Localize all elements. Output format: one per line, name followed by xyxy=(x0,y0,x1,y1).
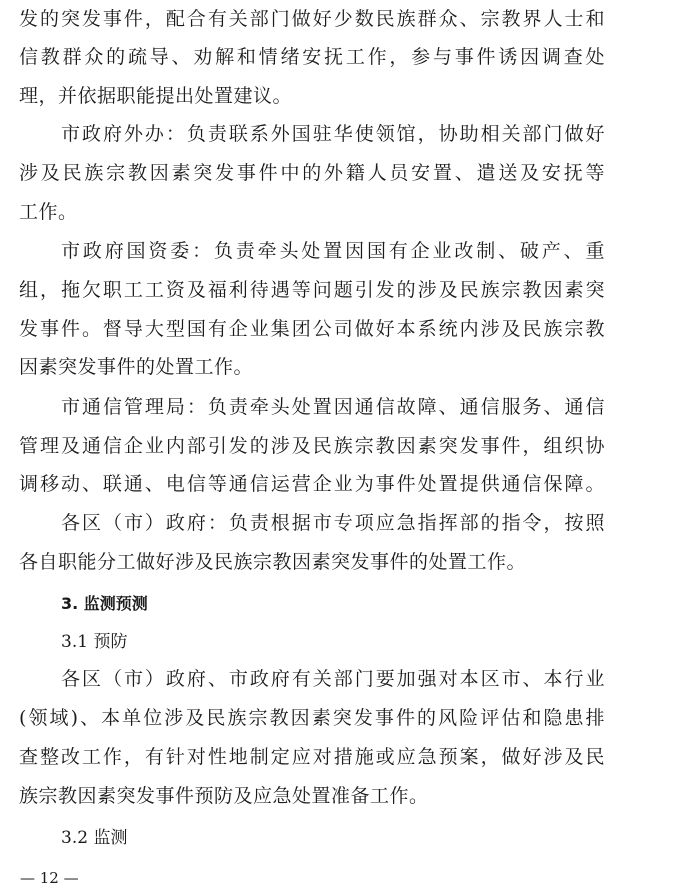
body-text-line: 族宗教因素突发事件预防及应急处置准备工作。 xyxy=(19,785,429,807)
body-text-line: 发的突发事件，配合有关部门做好少数民族群众、宗教界人士和 xyxy=(19,8,605,30)
body-text-line: 查整改工作，有针对性地制定应对措施或应急预案，做好涉及民 xyxy=(19,746,605,768)
body-text-line: 各自职能分工做好涉及民族宗教因素突发事件的处置工作。 xyxy=(19,551,527,573)
subsection-heading: 3.2 监测 xyxy=(61,828,128,848)
body-text-line: 市通信管理局：负责牵头处置因通信故障、通信服务、通信 xyxy=(61,396,605,418)
body-text-line: 理，并依据职能提出处置建议。 xyxy=(19,85,293,107)
body-text-line: 信教群众的疏导、劝解和情绪安抚工作，参与事件诱因调查处 xyxy=(19,46,605,68)
body-text-line: (领域)、本单位涉及民族宗教因素突发事件的风险评估和隐患排 xyxy=(19,707,605,729)
body-text-line: 因素突发事件的处置工作。 xyxy=(19,356,254,378)
body-text-line: 市政府外办：负责联系外国驻华使领馆，协助相关部门做好 xyxy=(61,123,605,145)
body-text-line: 各区（市）政府、市政府有关部门要加强对本区市、本行业 xyxy=(61,668,605,690)
page-number: — 12 — xyxy=(20,869,79,887)
body-text-line: 工作。 xyxy=(19,201,78,223)
subsection-heading: 3.1 预防 xyxy=(61,632,128,652)
body-text-line: 发事件。督导大型国有企业集团公司做好本系统内涉及民族宗教 xyxy=(19,318,605,340)
body-text-line: 组，拖欠职工工资及福利待遇等问题引发的涉及民族宗教因素突 xyxy=(19,279,605,301)
body-text-line: 各区（市）政府：负责根据市专项应急指挥部的指令，按照 xyxy=(61,512,605,534)
section-heading: 3. 监测预测 xyxy=(61,594,148,613)
body-text-line: 调移动、联通、电信等通信运营企业为事件处置提供通信保障。 xyxy=(19,473,605,495)
body-text-line: 涉及民族宗教因素突发事件中的外籍人员安置、遣送及安抚等 xyxy=(19,162,605,184)
body-text-line: 管理及通信企业内部引发的涉及民族宗教因素突发事件，组织协 xyxy=(19,435,605,457)
body-text-line: 市政府国资委：负责牵头处置因国有企业改制、破产、重 xyxy=(61,240,605,262)
